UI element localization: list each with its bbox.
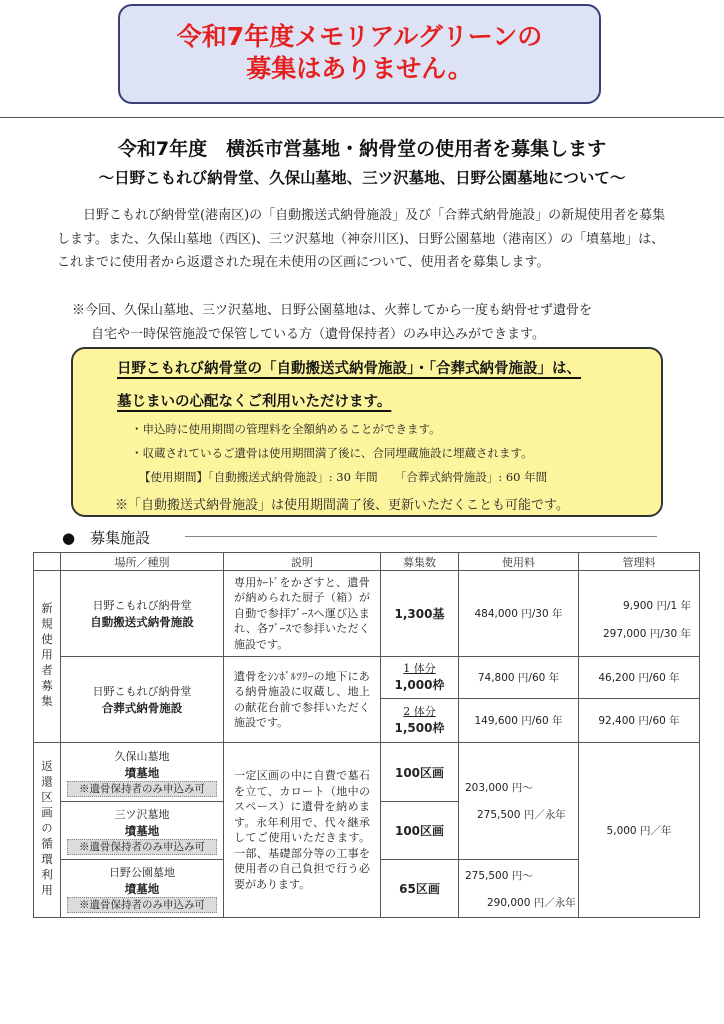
- intro-paragraph: 日野こもれび納骨堂(港南区)の「自動搬送式納骨施設」及び「合葬式納骨施設」の新規使用者を募集します。また、久保山墓地（西区)、三ツ沢墓地（神奈川区)、日野公園墓地（港南区）の「墳墓地」は、これまでに使用者から返還された現在未使用の区画について、使用者を募集します。: [57, 208, 666, 270]
- management-fee-cell: 9,900 円/1 年 297,000 円/30 年: [579, 571, 700, 657]
- table-row: [34, 657, 700, 699]
- usage-fee-cell: 203,000 円～ 275,500 円／永年: [459, 743, 579, 860]
- bone-holders-only-label: ※遺骨保持者のみ申込み可: [67, 781, 217, 797]
- place-cell: 三ツ沢墓地 墳墓地 ※遺骨保持者のみ申込み可: [61, 802, 224, 860]
- usage-fee-cell: 484,000 円/30 年: [459, 571, 579, 657]
- header-usage-fee: 使用料: [459, 553, 579, 571]
- banner-line-2: 募集はありません。: [246, 54, 473, 83]
- management-fee-cell: 5,000 円／年: [579, 743, 700, 918]
- usage-period: 【使用期間】「自動搬送式納骨施設」: 30 年間 「合葬式納骨施設」: 60 年間: [139, 470, 548, 484]
- description-cell: 一定区画の中に自費で墓石を立て、カロート（地中のスペース）に遺骨を納めます。永年利用で、代々継承してご使用いただきます。一部、基礎部分等の工事を使用者の自己負担で行う必要があります。: [224, 743, 381, 918]
- place-cell: 久保山墓地 墳墓地 ※遺骨保持者のみ申込み可: [61, 743, 224, 802]
- table-row: [34, 571, 700, 657]
- count-cell: 1 体分 1,000枠: [381, 657, 459, 699]
- info-heading-1: 日野こもれび納骨堂の「自動搬送式納骨施設」・「合葬式納骨施設」は、: [117, 361, 581, 377]
- divider: [0, 117, 724, 118]
- info-bullet-1: ・申込時に使用期間の管理料を全額納めることができます。: [131, 422, 441, 436]
- count-cell: 65区画: [381, 860, 459, 918]
- count-cell: 100区画: [381, 743, 459, 802]
- count-cell: 100区画: [381, 802, 459, 860]
- usage-fee-cell: 275,500 円～ 290,000 円／永年: [459, 860, 579, 918]
- header-count: 募集数: [381, 553, 459, 571]
- page-subtitle: ～日野こもれび納骨堂、久保山墓地、三ツ沢墓地、日野公園墓地について～: [98, 169, 626, 187]
- eligibility-note-line-2: 自宅や一時保管施設で保管している方（遺骨保持者）のみ申込みができます。: [91, 326, 545, 342]
- description-cell: 遺骨をｼﾝﾎﾞﾙﾂﾘｰの地下にある納骨施設に収蔵し、地上の献花台前で参拝いただく施設です。: [224, 657, 381, 743]
- eligibility-note-line-1: ※今回、久保山墓地、三ツ沢墓地、日野公園墓地は、火葬してから一度も納骨せず遺骨を: [72, 303, 593, 318]
- place-cell: 日野こもれび納骨堂 合葬式納骨施設: [61, 657, 224, 743]
- renewal-note: ※「自動搬送式納骨施設」は使用期間満了後、更新いただくことも可能です。: [115, 498, 569, 513]
- description-cell: 専用ｶｰﾄﾞをかざすと、遺骨が納められた厨子（箱）が自動で参拝ﾌﾞｰｽへ運び込まれ、各ﾌﾞｰｽで参拝いただく施設です。: [224, 571, 381, 657]
- info-heading-2: 墓じまいの心配なくご利用いただけます。: [117, 394, 392, 410]
- bone-holders-only-label: ※遺骨保持者のみ申込み可: [67, 897, 217, 913]
- page-title: 令和7年度 横浜市営墓地・納骨堂の使用者を募集します: [117, 138, 607, 160]
- group-new-users: 新規使用者募集: [34, 571, 61, 743]
- usage-fee-cell: 74,800 円/60 年: [459, 657, 579, 699]
- count-cell: 2 体分 1,500枠: [381, 699, 459, 743]
- bone-holders-only-label: ※遺骨保持者のみ申込み可: [67, 839, 217, 855]
- not-recruiting-banner: [118, 4, 601, 104]
- usage-fee-cell: 149,600 円/60 年: [459, 699, 579, 743]
- place-cell: 日野公園墓地 墳墓地 ※遺骨保持者のみ申込み可: [61, 860, 224, 918]
- count-cell: 1,300基: [381, 571, 459, 657]
- info-bullet-2: ・収蔵されているご遺骨は使用期間満了後に、合同埋蔵施設に埋蔵されます。: [131, 446, 533, 460]
- section-heading-line: [185, 536, 657, 537]
- header-place: 場所／種別: [61, 553, 224, 571]
- place-cell: 日野こもれび納骨堂 自動搬送式納骨施設: [61, 571, 224, 657]
- banner-line-1: 令和7年度メモリアルグリーンの: [176, 22, 543, 51]
- eligibility-note: [72, 299, 672, 346]
- header-management-fee: 管理料: [579, 553, 700, 571]
- header-description: 説明: [224, 553, 381, 571]
- facilities-table: [33, 552, 700, 918]
- table-header-row: [34, 553, 700, 571]
- section-heading: ● 募集施設: [62, 529, 151, 547]
- table-row: [34, 743, 700, 802]
- group-returned-plots: 返還区画の循環利用: [34, 743, 61, 918]
- management-fee-cell: 46,200 円/60 年: [579, 657, 700, 699]
- ossuary-info-box: [71, 347, 663, 517]
- management-fee-cell: 92,400 円/60 年: [579, 699, 700, 743]
